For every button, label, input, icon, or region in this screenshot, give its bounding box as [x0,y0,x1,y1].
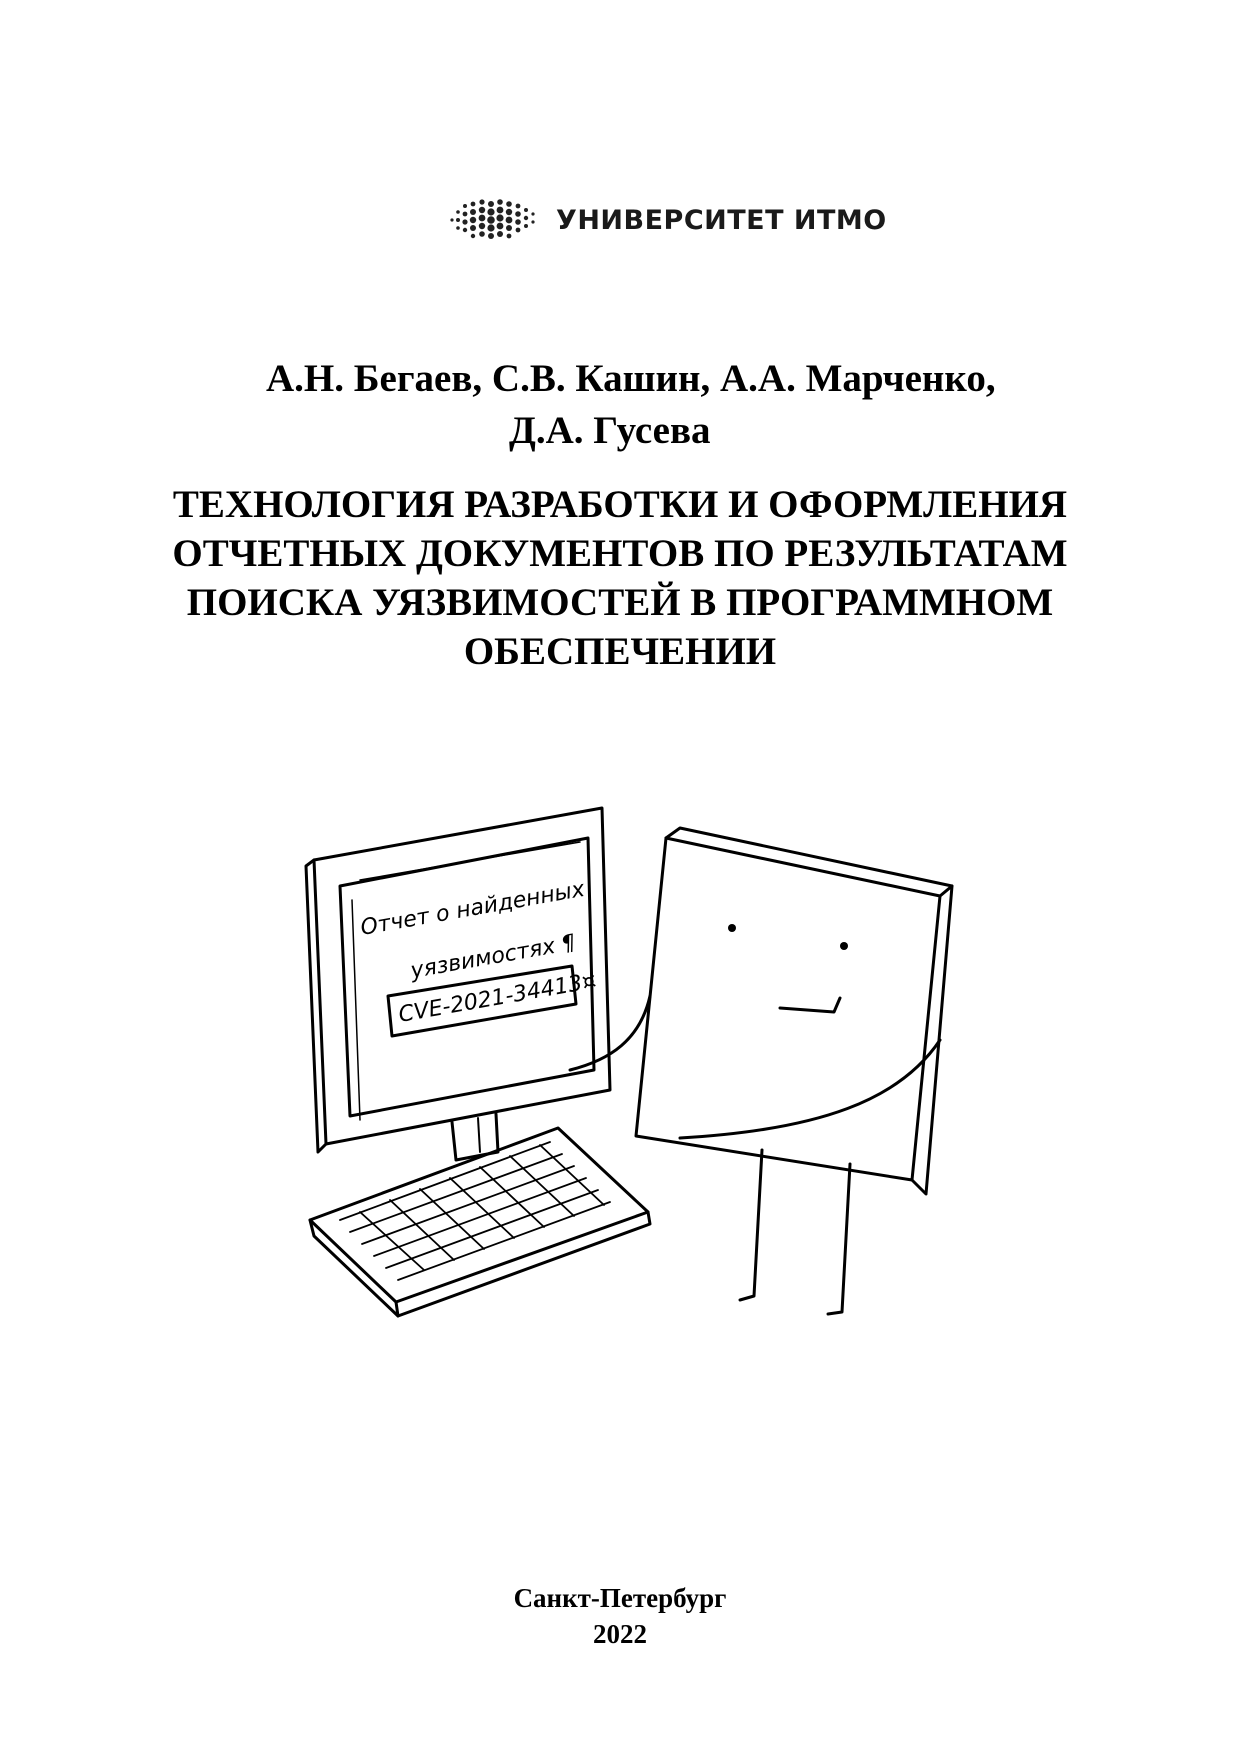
publication-city: Санкт-Петербург [513,1583,727,1613]
screen-text-line-1: Отчет о найденных [358,876,587,941]
university-logo [448,196,887,244]
title-line-4: ОБЕСПЕЧЕНИИ [463,630,777,673]
title-line-2: ОТЧЕТНЫХ ДОКУМЕНТОВ ПО РЕЗУЛЬТАТАМ [172,532,1068,575]
screen-text-code: CVE-2021-34413¤ [396,968,599,1028]
authors-line-1: А.Н. Бегаев, С.В. Кашин, А.А. Марченко, [266,357,996,400]
character-drawing [570,828,952,1314]
authors-line-2: Д.А. Гусева [509,409,711,452]
title-line-3: ПОИСКА УЯЗВИМОСТЕЙ В ПРОГРАММНОМ [186,581,1054,624]
logo-text: УНИВЕРСИТЕТ ИТМО [556,204,887,236]
title-line-1: ТЕХНОЛОГИЯ РАЗРАБОТКИ И ОФОРМЛЕНИЯ [172,483,1068,526]
keyboard-drawing [310,1128,650,1316]
cover-illustration [300,800,1080,1360]
document-title [100,480,1140,676]
publication-year: 2022 [593,1619,647,1649]
screen-text-line-2: уязвимостях ¶ [408,930,578,984]
dotted-logo-icon [448,196,548,244]
